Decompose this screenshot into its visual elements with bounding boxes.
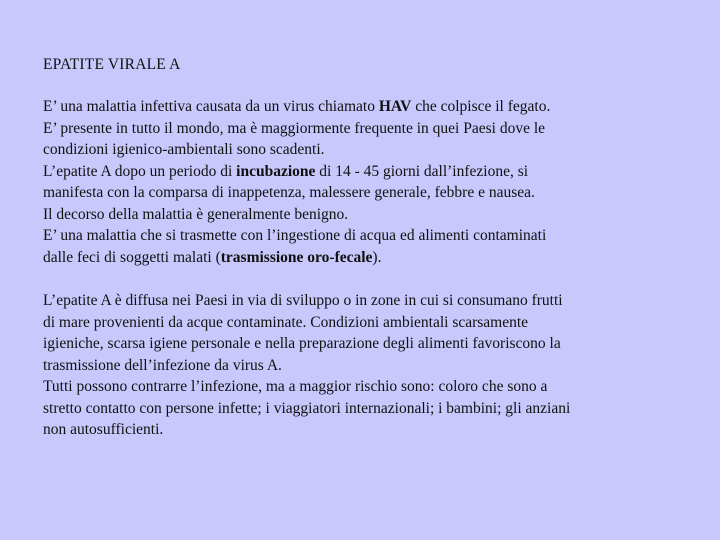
bold-term-hav: HAV (378, 98, 412, 115)
paragraph-overview (43, 96, 693, 268)
text-segment: ). (372, 248, 382, 266)
text-line: E’ una malattia che si trasmette con l’ingestione di acqua ed alimenti contaminati (43, 227, 547, 244)
text-line: L’epatite A è diffusa nei Paesi in via di sviluppo o in zone in cui si consumano frutti (43, 292, 563, 309)
text-line: trasmissione dell’infezione da virus A. (43, 356, 282, 374)
text-segment: che colpisce il fegato. (411, 98, 551, 115)
text-line: condizioni igienico-ambientali sono scadenti. (43, 141, 325, 158)
text-segment: di 14 - 45 giorni dall’infezione, si (315, 162, 529, 180)
text-line (43, 96, 693, 118)
paragraph-risk (43, 290, 693, 441)
text-segment: L’epatite A dopo un periodo di (43, 162, 237, 180)
text-line: E’ presente in tutto il mondo, ma è maggiormente frequente in quei Paesi dove le (43, 119, 546, 137)
bold-term-incubazione: incubazione (236, 162, 316, 180)
text-line: stretto contatto con persone infette; i viaggiatori internazionali; i bambini; gli anziani (43, 399, 571, 417)
text-line (43, 161, 693, 183)
text-line: Il decorso della malattia è generalmente benigno. (43, 205, 349, 223)
text-line: Tutti possono contrarre l’infezione, ma a maggior rischio sono: coloro che sono a (43, 378, 548, 395)
text-segment: dalle feci di soggetti malati ( (43, 248, 221, 266)
text-line: non autosufficienti. (43, 421, 164, 438)
text-segment: E’ una malattia infettiva causata da un virus chiamato (43, 98, 379, 115)
text-line: di mare provenienti da acque contaminate. Condizioni ambientali scarsamente (43, 313, 529, 331)
text-line: manifesta con la comparsa di inappetenza, malessere generale, febbre e nausea. (43, 184, 535, 201)
bold-term-trasmissione: trasmissione oro-fecale (220, 248, 373, 266)
text-line (43, 247, 693, 269)
slide-title: EPATITE VIRALE A (43, 56, 181, 73)
text-line: igieniche, scarsa igiene personale e nella preparazione degli alimenti favoriscono la (43, 335, 561, 352)
